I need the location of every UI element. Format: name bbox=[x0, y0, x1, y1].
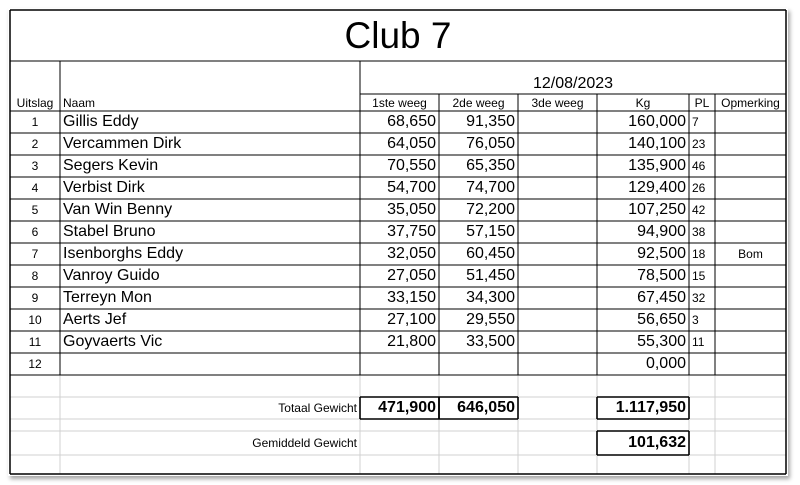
name-cell: Stabel Bruno bbox=[63, 223, 156, 240]
kg-cell: 135,900 bbox=[628, 157, 686, 174]
weigh3-cell bbox=[518, 155, 597, 177]
weigh2-cell: 76,050 bbox=[466, 135, 515, 152]
weigh1-cell: 68,650 bbox=[387, 113, 436, 130]
weigh2-cell: 74,700 bbox=[466, 179, 515, 196]
rank-cell: 4 bbox=[31, 181, 39, 195]
pl-cell: 11 bbox=[692, 335, 705, 349]
rank-cell: 3 bbox=[31, 159, 39, 173]
header-pl: PL bbox=[694, 95, 710, 110]
weigh3-cell bbox=[518, 331, 597, 353]
opmerking-cell bbox=[715, 309, 786, 331]
name-cell: Van Win Benny bbox=[63, 201, 173, 218]
kg-cell: 160,000 bbox=[628, 113, 686, 130]
kg-cell: 55,300 bbox=[637, 333, 686, 350]
kg-cell: 78,500 bbox=[637, 267, 686, 284]
opmerking-cell: Bom bbox=[738, 247, 763, 261]
weigh1-cell: 70,550 bbox=[387, 157, 436, 174]
pl-cell: 3 bbox=[692, 313, 699, 327]
weigh2-cell: 51,450 bbox=[466, 267, 515, 284]
header-weeg2: 2de weeg bbox=[452, 95, 505, 110]
opmerking-cell bbox=[715, 133, 786, 155]
weigh3-cell bbox=[518, 111, 597, 133]
weigh3-cell bbox=[518, 221, 597, 243]
weigh3-cell bbox=[518, 265, 597, 287]
pl-cell: 26 bbox=[692, 181, 706, 195]
pl-cell: 15 bbox=[692, 269, 706, 283]
spreadsheet bbox=[8, 8, 788, 476]
weigh2-cell: 91,350 bbox=[466, 113, 515, 130]
opmerking-cell bbox=[715, 331, 786, 353]
weigh1-cell: 27,100 bbox=[387, 311, 436, 328]
pl-cell: 38 bbox=[692, 225, 706, 239]
weigh3-cell bbox=[518, 243, 597, 265]
weigh1-cell: 33,150 bbox=[387, 289, 436, 306]
rank-cell: 7 bbox=[31, 247, 39, 261]
header-weeg3: 3de weeg bbox=[531, 95, 584, 110]
opmerking-cell bbox=[715, 265, 786, 287]
header-naam: Naam bbox=[63, 95, 96, 110]
rank-cell: 8 bbox=[31, 269, 39, 283]
weigh3-cell bbox=[518, 199, 597, 221]
opmerking-cell bbox=[715, 199, 786, 221]
total-kg: 1.117,950 bbox=[615, 399, 686, 416]
sheet-title: Club 7 bbox=[344, 14, 452, 56]
pl-cell: 42 bbox=[692, 203, 706, 217]
name-cell: Isenborghs Eddy bbox=[63, 245, 184, 262]
name-cell: Verbist Dirk bbox=[63, 179, 145, 196]
header-opmerking: Opmerking bbox=[721, 95, 780, 110]
pl-cell: 46 bbox=[692, 159, 706, 173]
weigh3-cell bbox=[518, 133, 597, 155]
header-weeg1: 1ste weeg bbox=[372, 95, 427, 110]
header-kg: Kg bbox=[635, 95, 651, 110]
weigh2-cell: 29,550 bbox=[466, 311, 515, 328]
pl-cell: 32 bbox=[692, 291, 706, 305]
weigh3-cell bbox=[518, 309, 597, 331]
opmerking-cell bbox=[715, 111, 786, 133]
name-cell: Vanroy Guido bbox=[63, 267, 160, 284]
rank-cell: 2 bbox=[31, 137, 39, 151]
header-uitslag: Uitslag bbox=[16, 95, 54, 110]
weigh2-cell: 60,450 bbox=[466, 245, 515, 262]
kg-cell: 0,000 bbox=[645, 355, 686, 372]
weigh1-cell: 54,700 bbox=[387, 179, 436, 196]
name-cell: Gillis Eddy bbox=[63, 113, 139, 130]
rank-cell: 10 bbox=[28, 313, 42, 327]
opmerking-cell bbox=[715, 177, 786, 199]
pl-cell: 7 bbox=[692, 115, 699, 129]
kg-cell: 56,650 bbox=[637, 311, 686, 328]
opmerking-cell bbox=[715, 221, 786, 243]
weigh3-cell bbox=[518, 353, 597, 375]
rank-cell: 1 bbox=[31, 115, 39, 129]
name-cell: Aerts Jef bbox=[63, 311, 127, 328]
weigh2-cell: 65,350 bbox=[466, 157, 515, 174]
name-cell: Vercammen Dirk bbox=[63, 135, 182, 152]
weigh2-cell: 33,500 bbox=[466, 333, 515, 350]
name-cell: Segers Kevin bbox=[63, 157, 159, 174]
weigh1-cell: 21,800 bbox=[387, 333, 436, 350]
weigh1-cell: 32,050 bbox=[387, 245, 436, 262]
kg-cell: 129,400 bbox=[628, 179, 686, 196]
weigh3-cell bbox=[518, 287, 597, 309]
weigh2-cell: 57,150 bbox=[466, 223, 515, 240]
weigh1-cell: 35,050 bbox=[387, 201, 436, 218]
kg-cell: 94,900 bbox=[637, 223, 686, 240]
total-label: Totaal Gewicht bbox=[278, 401, 357, 415]
weigh3-cell bbox=[518, 177, 597, 199]
weigh1-cell: 37,750 bbox=[387, 223, 436, 240]
rank-cell: 5 bbox=[31, 203, 39, 217]
rank-cell: 9 bbox=[31, 291, 39, 305]
weigh2-cell: 34,300 bbox=[466, 289, 515, 306]
weigh2-cell: 72,200 bbox=[466, 201, 515, 218]
kg-cell: 107,250 bbox=[628, 201, 686, 218]
average-label: Gemiddeld Gewicht bbox=[252, 436, 357, 450]
weigh1-cell: 27,050 bbox=[387, 267, 436, 284]
name-cell bbox=[60, 353, 360, 375]
name-cell: Goyvaerts Vic bbox=[63, 333, 163, 350]
total-weigh2: 646,050 bbox=[457, 399, 515, 416]
weigh2-cell bbox=[439, 353, 518, 375]
average-kg: 101,632 bbox=[628, 434, 686, 451]
kg-cell: 92,500 bbox=[637, 245, 686, 262]
pl-cell: 18 bbox=[692, 247, 706, 261]
kg-cell: 67,450 bbox=[637, 289, 686, 306]
opmerking-cell bbox=[715, 353, 786, 375]
pl-cell: 23 bbox=[692, 137, 706, 151]
kg-cell: 140,100 bbox=[628, 135, 686, 152]
opmerking-cell bbox=[715, 287, 786, 309]
name-cell: Terreyn Mon bbox=[63, 289, 152, 306]
weigh1-cell bbox=[360, 353, 439, 375]
rank-cell: 12 bbox=[28, 357, 42, 371]
total-weigh1: 471,900 bbox=[378, 399, 436, 416]
opmerking-cell bbox=[715, 155, 786, 177]
date-label: 12/08/2023 bbox=[532, 75, 614, 92]
pl-cell bbox=[689, 353, 715, 375]
rank-cell: 11 bbox=[28, 335, 42, 349]
weigh1-cell: 64,050 bbox=[387, 135, 436, 152]
rank-cell: 6 bbox=[31, 225, 39, 239]
